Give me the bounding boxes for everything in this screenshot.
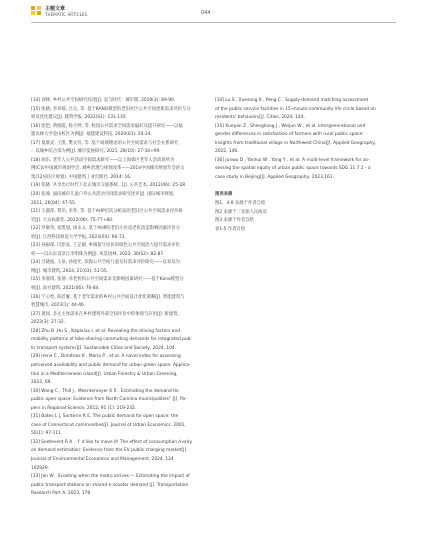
reference-line: 析及优化建议[J]. 建筑学报, 2022(S1): 131-135.	[31, 115, 127, 121]
image-source-item: 图1、4-8 来源于作者自绘	[215, 201, 266, 207]
reference-line: Insights from traditional village in Northwest China[J]. Applied Geography,	[215, 140, 377, 146]
reference-line: 析[J]. 南方建筑, 2021(06): 76-84.	[31, 286, 100, 292]
image-source-item: 图2 来源于三亚旅人民政府	[215, 209, 267, 215]
reference-line: on demand estimation: Evidence from the EV public charging market[J].	[31, 448, 188, 454]
reference-line: [28] Zhu B ,Hu S , Kaparias I, et al. Revealing the driving factors and	[31, 328, 180, 334]
reference-line: [32] Soetevent R A . ‘I’ d like to move it! The effect of consumption rivalry	[31, 439, 193, 445]
reference-line: ：以城乡结合部为例[J]. 城市发展研究, 2021, 28(10): 27-34+99.	[31, 149, 161, 155]
reference-line: 例[J]. 城市建筑, 2024, 21(03): 51-55.	[31, 268, 109, 274]
reference-line: case study in Beijing[J]. Applied Geography, 2023,161.	[215, 174, 334, 180]
header-divider	[31, 22, 396, 23]
page-number: 044	[201, 10, 211, 16]
reference-line: residents’ behaviors[J]. Cities, 2024, 144.	[215, 115, 305, 121]
reference-line: [21] 王淑萍, 覃功, 李冬, 等. 基于AHP层次分析法的老旧区公共空间需求评价研	[31, 209, 183, 215]
reference-line: Research Part A, 2023, 178	[31, 491, 91, 497]
reference-line: gender differences in satisfaction of farmers with rural public space:	[215, 132, 364, 138]
reference-line: [15] 张晓, 李章郁, 吕元, 等. 基于KANO模型的老旧社区公共空间更新需求评价与分	[31, 106, 191, 112]
reference-line: 2011, 26(04): 47-55.	[31, 200, 77, 206]
reference-line: [25] 李嘉琪, 张倩. 养老机构公共空间需求及影响因素研究——基于Kano模型分	[31, 277, 184, 283]
image-source-item: 表1-5 作者自绘	[215, 226, 246, 232]
reference-line: sessing the spatial equity of urban public space towards SDG 11.7.1 - a	[215, 166, 371, 172]
reference-line: [35] Xueyan Z , Shengliang J , Weijun W , et al. Intergenerational and	[215, 123, 366, 129]
reference-line: 析——以山东省章丘市明珠为例[J]. 风景园林, 2023, 30(S2): 82-87.	[31, 251, 165, 257]
journal-title-cn: 主题文章	[45, 6, 66, 12]
reference-line: [33] Jan W . Scooting when the metro arrives — Estimating the impact of	[31, 474, 190, 480]
reference-line: of the public service facilities in 15-minute community life circle based on	[215, 106, 376, 112]
reference-line: 2023(3): 27-32.	[31, 320, 66, 326]
reference-line: 2022, 146.	[215, 149, 239, 155]
reference-line: 102929.	[31, 465, 49, 471]
reference-line: [20] 张瑜. 面向城市儿童户外公共活动空间需求研究述评[J]. 国际城市规划,	[31, 192, 175, 198]
reference-line: 50(1): 97-111.	[31, 431, 63, 437]
reference-line: [17] 夏联灵, 王凯, 樊文有, 等. 基于场域理论的公共空间需求与社会关系研究	[31, 140, 179, 146]
reference-line: Journal of Environmental Economics and Management, 2024, 124	[31, 456, 174, 462]
reference-line: perceived availability and public demand for urban green space: Applica-	[31, 362, 191, 368]
reference-line: 集(12居住区规划). 中国建筑工业出版社, 2014: 16.	[31, 174, 132, 180]
reference-line: [34] Lu S , Xuesong K , Peng C . Supply-demand matching assessment	[215, 98, 369, 103]
reference-line: 2022, 69.	[31, 380, 52, 386]
reference-line: tion in a Mediterranean island[J]. Urban Forestry & Urban Greening,	[31, 371, 178, 377]
reference-line: 析[J]. 江西科技师范大学学报, 2023(03): 66-73.	[31, 234, 126, 240]
reference-line: 例[C]//中国城市规划学会. 城乡治理与规划改革——2014中国城市规划年会论文	[31, 166, 185, 172]
reference-line: public transport stations on shared e-scooter demand [J]. Transportation	[31, 482, 189, 488]
reference-line: 智慧城市, 2023(1): 44-46.	[31, 303, 86, 309]
reference-line: [36] Junwu D , Yanhui W , Yang Y , et al. A multi-level framework for as-	[215, 157, 370, 163]
reference-line: lic transport systems[J]. Sustainable Cities and Society, 2024, 104.	[31, 345, 177, 351]
reference-line: [16] 张恺, 黄晓霞, 杨天婷, 等. 校园公共需求空间需求偏好及提升研究——以福	[31, 123, 183, 129]
reference-line: [26] 宁心怡, 陈若雁. 基于老年需求的乡村公共空间设计优化策略[J]. 智能建筑与	[31, 294, 185, 300]
reference-line: 建农林大学金山校区为例[J]. 福建建设科技, 2020(03): 20-24.	[31, 132, 152, 138]
reference-line: case of Connecticut communities[J]. Journal of Urban Economics, 2001,	[31, 422, 186, 428]
image-sources-title: 图表来源	[215, 192, 233, 198]
reference-line: public open space: Evidence from North Carolina municipalities” [J]. Pa-	[31, 397, 187, 403]
journal-logo	[31, 6, 43, 15]
image-source-item: 图3 来源于作者自绘	[215, 218, 254, 224]
reference-line: [30] Wang C , Thill J , Meentemeyer K R . Estimating the demand for	[31, 388, 180, 394]
reference-line: mobility patterns of bike-sharing commuting demands for integrated pub-	[31, 337, 193, 343]
references-left-column	[31, 97, 214, 499]
reference-line: [29] Irene C , Dimitrios K , Maria P , et al. A novel index for assessing	[31, 354, 181, 360]
reference-line: [23] 孙振琛, 闫治安, 王芷毅. 乡镇留守居民的绿色公共空间活力提升需求评价	[31, 243, 180, 249]
reference-line: [31] Bates L J, Santerre R E. The public demand for open space: the	[31, 414, 179, 420]
reference-line: [14] 刘林. 乡村公共空间研究综述[J]. 美与时代：城市版, 2019(3): 89-90.	[31, 98, 176, 103]
journal-title-en: THEMATIC ARTICLES	[45, 12, 88, 17]
reference-line: [19] 张晓. 共享出行时代下北京城市交通系统...[J]. 公共艺术, 2012(06): 25-28.	[31, 183, 187, 189]
reference-line: 究[J]. 大众标准化, 2022(06): 75-77+80.	[31, 217, 114, 223]
reference-line: [27] 萧园. 多元主体需求在乡村建筑外部空间评价中的体现与应用[J]. 新建筑,	[31, 311, 179, 317]
reference-line: [24] 吕晓波, 王泉, 孙旭光. 滨海公共空间儿童友好需求评价研究——以青岛为	[31, 260, 180, 266]
reference-line: pers in Regional Science, 2012, 91 (1): 219-232.	[31, 405, 137, 411]
reference-line: [18] 胡东, 老年人公共活动空间需求研究——以上海郊区老年人活动场所为	[31, 157, 175, 163]
reference-line: [22] 罗敏英, 张凯旭, 徐永义. 基于AHP的老旧小区适老化改造影响因素评价分	[31, 226, 181, 232]
references-right-column	[215, 97, 391, 234]
